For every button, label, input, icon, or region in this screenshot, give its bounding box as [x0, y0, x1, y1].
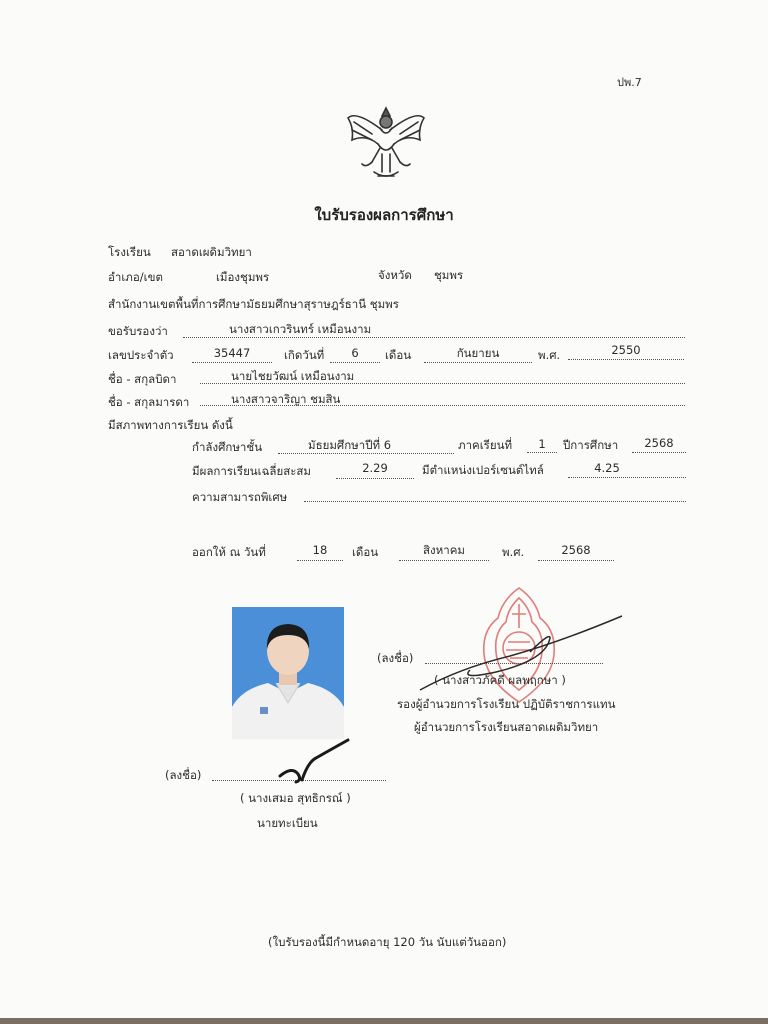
- registrar-name: ( นางเสมอ สุทธิกรณ์ ): [240, 791, 351, 805]
- student-photo: [232, 607, 344, 739]
- director-title-2: ผู้อำนวยการโรงเรียนสอาดเผดิมวิทยา: [414, 720, 599, 734]
- issue-day-line: [297, 560, 343, 561]
- mother-name-line: [200, 405, 685, 406]
- mother-label: ชื่อ - สกุลมารดา: [108, 395, 190, 409]
- academic-year: 2568: [644, 436, 674, 450]
- education-office: สำนักงานเขตพื้นที่การศึกษามัธยมศึกษาสุราษฎร์ธานี ชุมพร: [108, 297, 399, 311]
- special-ability-line: [304, 501, 686, 502]
- semester-label: ภาคเรียนที่: [458, 438, 513, 452]
- issue-year-label: พ.ศ.: [502, 545, 525, 559]
- gpa-label: มีผลการเรียนเฉลี่ยสะสม: [192, 464, 312, 478]
- student-portrait-icon: [232, 607, 344, 739]
- school-name: สอาดเผดิมวิทยา: [171, 245, 252, 259]
- birth-day-line: [330, 362, 380, 363]
- registrar-signature-icon: [272, 736, 352, 786]
- issued-label: ออกให้ ณ วันที่: [192, 545, 266, 559]
- province-label: จังหวัด: [378, 268, 412, 282]
- form-code: ปพ.7: [617, 76, 642, 89]
- district-label: อำเภอ/เขต: [108, 270, 163, 284]
- registrar-title: นายทะเบียน: [257, 816, 318, 830]
- registrar-sign-label: (ลงชื่อ): [165, 768, 202, 782]
- father-name-line: [200, 383, 685, 384]
- percentile-value: 4.25: [594, 461, 620, 475]
- father-name: นายไชยวัฒน์ เหมือนงาม: [231, 369, 355, 383]
- academic-year-label: ปีการศึกษา: [563, 438, 619, 452]
- issue-month-line: [399, 560, 489, 561]
- semester-value: 1: [538, 437, 546, 451]
- director-title-1: รองผู้อำนวยการโรงเรียน ปฏิบัติราชการแทน: [397, 697, 616, 711]
- director-sign-label: (ลงชื่อ): [377, 651, 414, 665]
- district-value: เมืองชุมพร: [216, 270, 270, 284]
- semester-line: [527, 452, 557, 453]
- birth-month-label: เดือน: [385, 348, 412, 362]
- gpa-line: [336, 478, 414, 479]
- birth-day-label: เกิดวันที่: [284, 348, 325, 362]
- study-status-label: มีสภาพทางการเรียน ดังนี้: [108, 418, 233, 432]
- birth-year-label: พ.ศ.: [538, 348, 561, 362]
- garuda-emblem-icon: [342, 98, 430, 182]
- issue-day: 18: [312, 543, 328, 557]
- academic-year-line: [632, 452, 686, 453]
- father-label: ชื่อ - สกุลบิดา: [108, 372, 177, 386]
- student-name: นางสาวเกวรินทร์ เหมือนงาม: [229, 322, 372, 336]
- issue-month: สิงหาคม: [423, 543, 465, 557]
- certify-label: ขอรับรองว่า: [108, 324, 168, 338]
- mother-name: นางสาวจาริญา ชมสิน: [231, 392, 341, 406]
- birth-year: 2550: [611, 343, 641, 357]
- issue-year-line: [538, 560, 614, 561]
- birth-day: 6: [351, 346, 359, 360]
- issue-year: 2568: [561, 543, 591, 557]
- certificate-title: ใบรับรองผลการศึกษา: [314, 206, 454, 224]
- student-id: 35447: [213, 346, 251, 360]
- level-label: กำลังศึกษาชั้น: [192, 440, 263, 454]
- study-level-line: [278, 453, 454, 454]
- issue-month-label: เดือน: [352, 545, 379, 559]
- birth-month: กันยายน: [456, 346, 500, 360]
- id-label: เลขประจำตัว: [108, 348, 174, 362]
- gpa-value: 2.29: [362, 461, 388, 475]
- birth-month-line: [424, 362, 532, 363]
- birth-year-line: [568, 359, 684, 360]
- director-name: ( นางสาวภัคดี ผลพฤกษา ): [434, 673, 566, 687]
- percentile-label: มีตำแหน่งเปอร์เซนต์ไทล์: [422, 463, 544, 477]
- student-id-line: [192, 362, 272, 363]
- student-name-line: [183, 337, 685, 338]
- percentile-line: [568, 477, 686, 478]
- province-value: ชุมพร: [434, 268, 464, 282]
- school-label: โรงเรียน: [108, 245, 151, 259]
- validity-note: (ใบรับรองนี้มีกำหนดอายุ 120 วัน นับแต่วันออก): [268, 935, 507, 949]
- study-level: มัธยมศึกษาปีที่ 6: [308, 438, 392, 452]
- special-ability-label: ความสามารถพิเศษ: [192, 490, 288, 504]
